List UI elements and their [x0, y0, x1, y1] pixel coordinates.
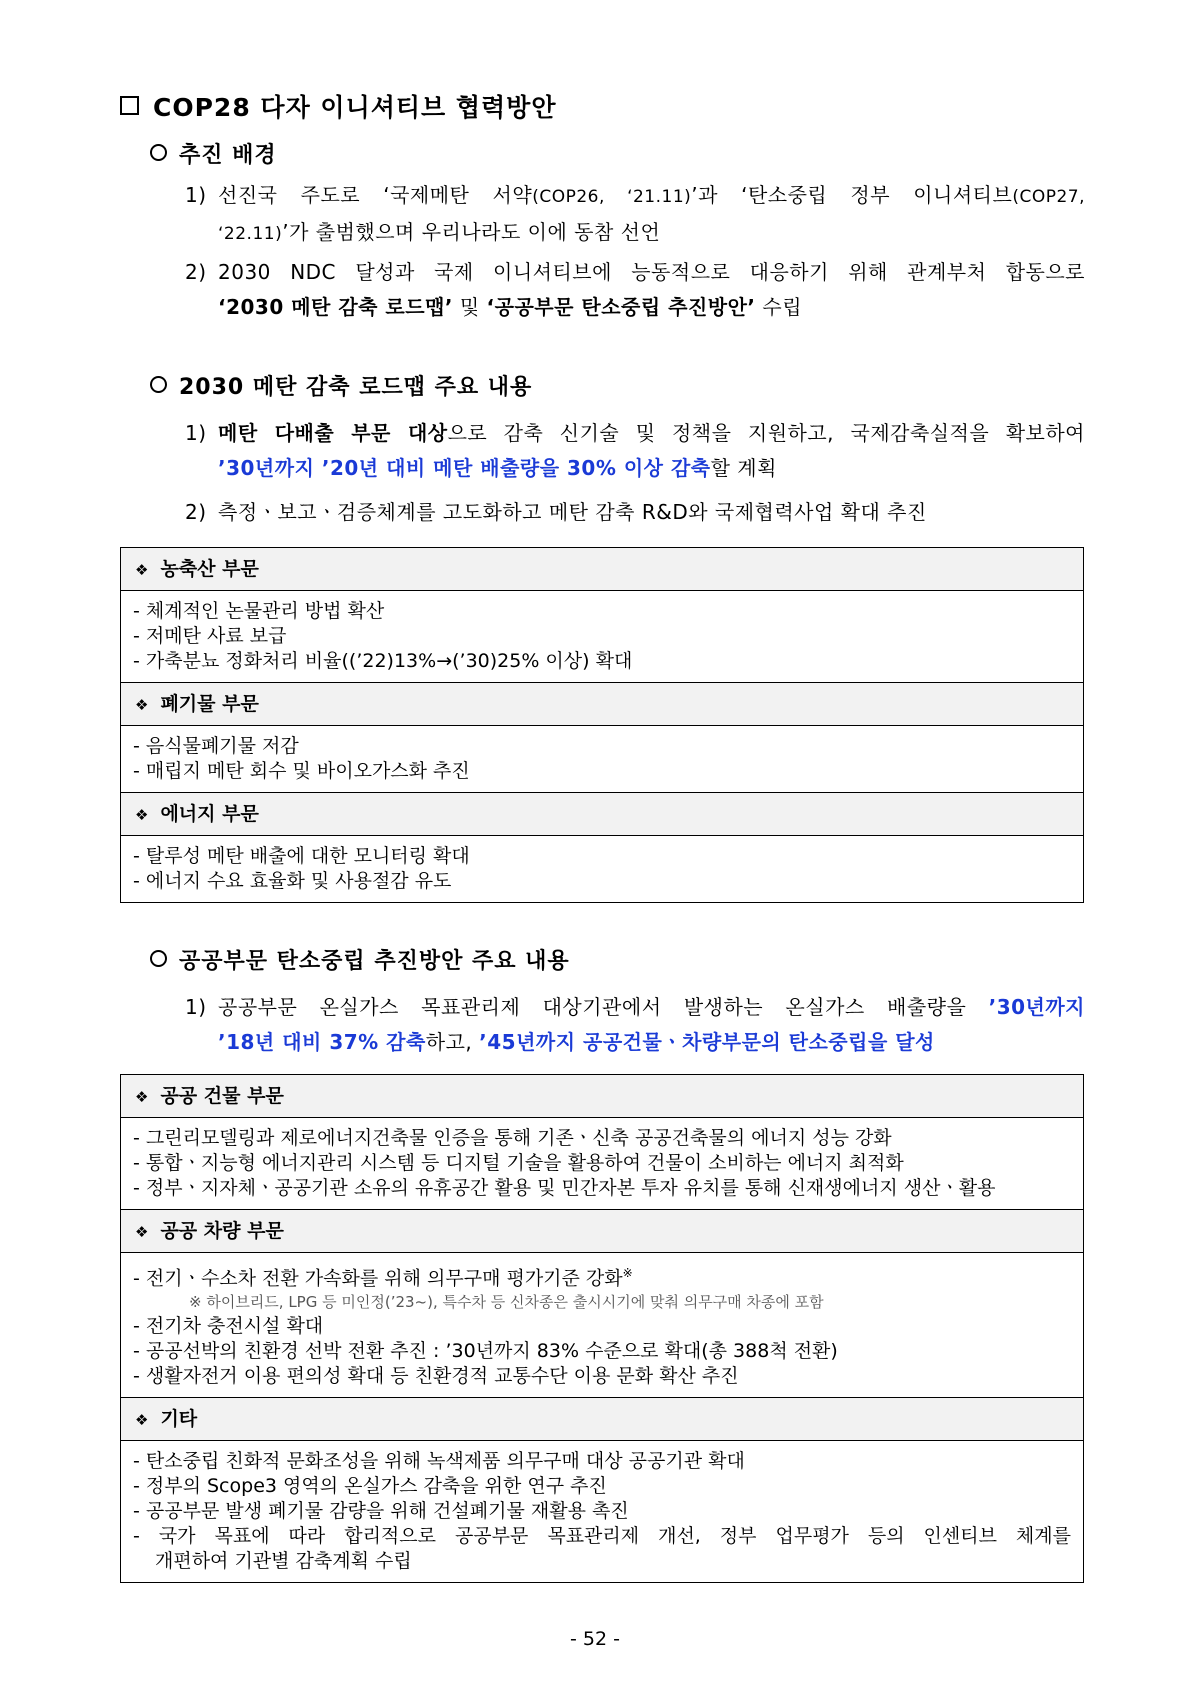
circle-bullet-icon — [150, 950, 167, 967]
background-item-1: 1) 선진국 주도로 ‘국제메탄 서약(COP26, ‘21.11)’과 ‘탄소중립 정부 이니셔티브(COP27, ‘22.11)’가 출범했으며 우리나라도 이에 동참 선언 — [185, 183, 1085, 244]
list-item: - 저메탄 사료 보급 — [133, 625, 287, 647]
methane-item-1: 1) 메탄 다배출 부문 대상으로 감축 신기술 및 정책을 지원하고, 국제감축실적을 확보하여 ’30년까지 ’20년 대비 메탄 배출량을 30% 이상 감축할 계획 — [185, 421, 1085, 480]
list-item: - 생활자전거 이용 편의성 확대 등 친환경적 교통수단 이용 문화 확산 추진 — [133, 1365, 739, 1388]
public-item-1: 1) 공공부문 온실가스 목표관리제 대상기관에서 발생하는 온실가스 배출량을 ’30년까지 ’18년 대비 37% 감축하고, ’45년까지 공공건물ㆍ차량부문의 탄소중립을 달성 — [185, 995, 1085, 1054]
table-header-agriculture: ❖ 농축산 부문 — [121, 548, 1083, 591]
list-item: - 공공선박의 친환경 선박 전환 추진 : ’30년까지 83% 수준으로 확대(총 388척 전환) — [133, 1340, 838, 1363]
list-item: - 음식물폐기물 저감 — [133, 735, 299, 757]
list-item: - 정부ㆍ지자체ㆍ공공기관 소유의 유휴공간 활용 및 민간자본 투자 유치를 통해 신재생에너지 생산ㆍ활용 — [133, 1177, 996, 1199]
diamond-bullet-icon: ❖ — [135, 806, 149, 824]
table-body-waste — [121, 726, 1083, 793]
list-item: - 공공부문 발생 폐기물 감량을 위해 건설폐기물 재활용 촉진 — [133, 1500, 629, 1523]
diamond-bullet-icon: ❖ — [135, 696, 149, 714]
circle-bullet-icon — [150, 144, 167, 161]
list-item: - 전기차 충전시설 확대 — [133, 1315, 324, 1338]
list-item: - 가축분뇨 정화처리 비율((’22)13%→(’30)25% 이상) 확대 — [133, 650, 633, 672]
table-body-agriculture — [121, 591, 1083, 683]
diamond-bullet-icon: ❖ — [135, 1411, 149, 1430]
section-heading-public: 공공부문 탄소중립 추진방안 주요 내용 — [150, 944, 570, 975]
list-item: - 전기ㆍ수소차 전환 가속화를 위해 의무구매 평가기준 강화※ — [133, 1266, 633, 1290]
list-item: - 정부의 Scope3 영역의 온실가스 감축을 위한 연구 추진 — [133, 1475, 607, 1498]
background-item-2: 2) 2030 NDC 달성과 국제 이니셔티브에 능동적으로 대응하기 위해 관계부처 합동으로 ‘2030 메탄 감축 로드맵’ 및 ‘공공부문 탄소중립 추진방안’ 수립 — [185, 260, 1085, 319]
checkbox-square-icon — [120, 96, 139, 115]
list-item: - 에너지 수요 효율화 및 사용절감 유도 — [133, 870, 452, 892]
table-header-etc: ❖ 기타 — [121, 1398, 1083, 1441]
methane-item-2: 2) 측정ㆍ보고ㆍ검증체계를 고도화하고 메탄 감축 R&D와 국제협력사업 확대 추진 — [185, 500, 927, 524]
table-header-buildings: ❖ 공공 건물 부문 — [121, 1075, 1083, 1118]
diamond-bullet-icon: ❖ — [135, 1088, 149, 1106]
table-header-energy: ❖ 에너지 부문 — [121, 793, 1083, 836]
list-item: - 탈루성 메탄 배출에 대한 모니터링 확대 — [133, 845, 470, 867]
page-number: - 52 - — [570, 1628, 620, 1650]
diamond-bullet-icon: ❖ — [135, 561, 149, 579]
section-heading-background: 추진 배경 — [150, 138, 277, 169]
public-sector-table — [120, 1074, 1084, 1583]
list-item: - 탄소중립 친화적 문화조성을 위해 녹색제품 의무구매 대상 공공기관 확대 — [133, 1450, 745, 1473]
table-body-energy — [121, 836, 1083, 902]
list-item: - 그린리모델링과 제로에너지건축물 인증을 통해 기존ㆍ신축 공공건축물의 에너지 성능 강화 — [133, 1127, 892, 1149]
methane-sector-table — [120, 547, 1084, 903]
diamond-bullet-icon: ❖ — [135, 1223, 149, 1241]
table-body-vehicles — [121, 1253, 1083, 1398]
table-header-waste: ❖ 폐기물 부문 — [121, 683, 1083, 726]
circle-bullet-icon — [150, 376, 167, 393]
list-item: - 국가 목표에 따라 합리적으로 공공부문 목표관리제 개선, 정부 업무평가 등의 인센티브 체계를 — [133, 1525, 1071, 1548]
footnote: ※ 하이브리드, LPG 등 미인정(’23~), 특수차 등 신차종은 출시시기에 맞춰 의무구매 차종에 포함 — [189, 1293, 824, 1312]
list-item: - 체계적인 논물관리 방법 확산 — [133, 600, 385, 622]
page-title: COP28 다자 이니셔티브 협력방안 — [120, 88, 556, 124]
table-header-vehicles: ❖ 공공 차량 부문 — [121, 1210, 1083, 1253]
list-item-continuation: 개편하여 기관별 감축계획 수립 — [155, 1550, 412, 1573]
section-heading-methane: 2030 메탄 감축 로드맵 주요 내용 — [150, 370, 532, 401]
table-body-buildings — [121, 1118, 1083, 1210]
list-item: - 통합ㆍ지능형 에너지관리 시스템 등 디지털 기술을 활용하여 건물이 소비하는 에너지 최적화 — [133, 1152, 904, 1174]
list-item: - 매립지 메탄 회수 및 바이오가스화 추진 — [133, 760, 470, 782]
table-body-etc — [121, 1441, 1083, 1582]
